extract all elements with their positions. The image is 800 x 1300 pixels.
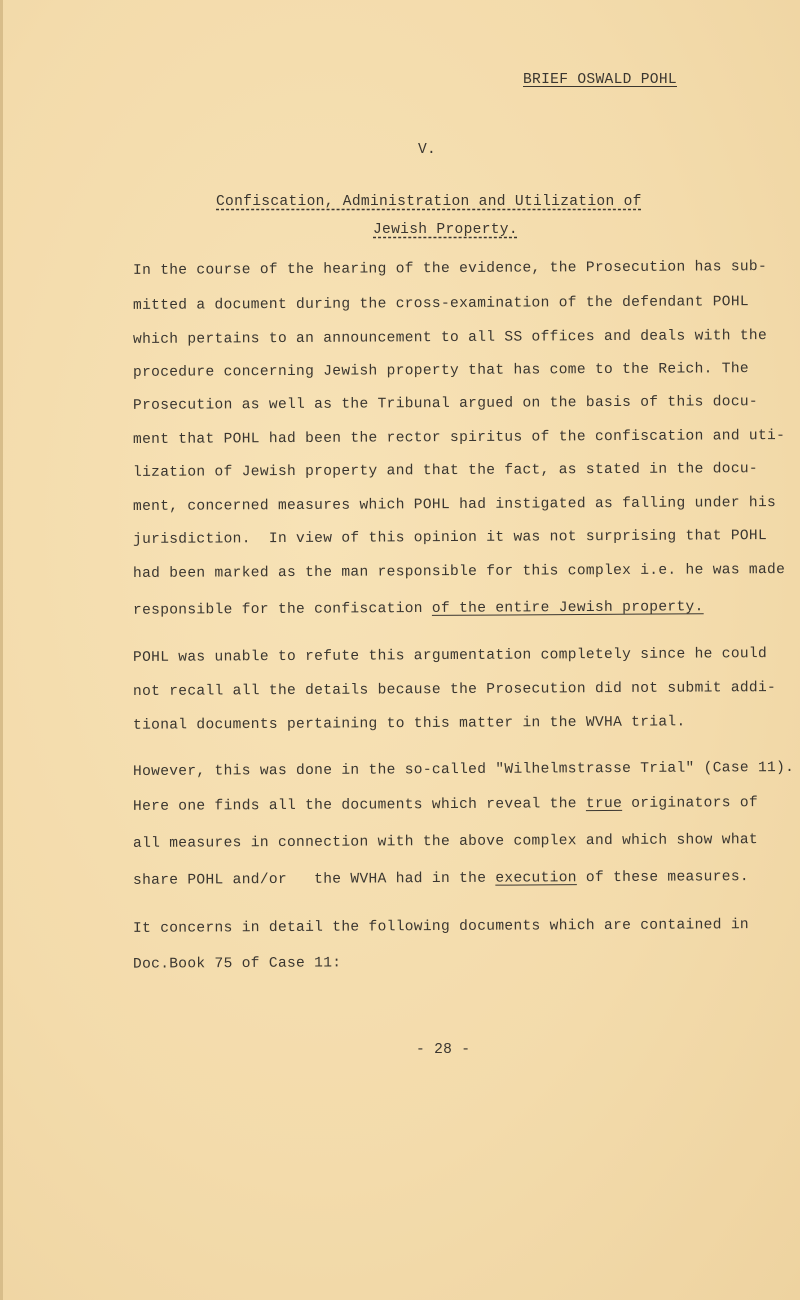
underlined-text: of the entire Jewish property. [431,599,704,617]
text-segment: share POHL and/or the WVHA had in the [132,870,496,889]
text-segment: responsible for the confiscation [132,600,432,619]
text-segment: had been marked as the man responsible for this complex i.e. he was made [132,562,786,582]
text-segment: POHL was unable to refute this argumentation completely since he could [132,646,768,666]
section-title-line-2: Jewish Property. [373,222,518,238]
text-segment: It concerns in detail the following documents which are contained in [132,917,749,937]
text-segment: ment that POHL had been the rector spiritus of the confiscation and uti- [132,428,786,448]
text-segment: tional documents pertaining to this matter in the WVHA trial. [132,714,686,734]
text-segment: Here one finds all the documents which reveal the [132,796,586,815]
text-segment: originators of [622,795,759,812]
section-title-line-1: Confiscation, Administration and Utilization of [216,194,642,210]
text-segment: jurisdiction. In view of this opinion it was not surprising that POHL [132,528,768,548]
page-number: - 28 - [416,1042,471,1058]
text-segment: all measures in connection with the above complex and which show what [132,832,759,852]
text-segment: mitted a document during the cross-examination of the defendant POHL [132,294,749,314]
text-segment: Doc.Book 75 of Case 11: [132,955,342,973]
text-line [133,714,686,733]
underlined-text: execution [495,870,577,887]
text-segment: Prosecution as well as the Tribunal argued on the basis of this docu- [132,394,759,414]
text-segment: which pertains to an announcement to all SS offices and deals with the [132,328,768,348]
text-segment: lization of Jewish property and that the fact, as stated in the docu- [132,461,759,481]
text-segment: ment, concerned measures which POHL had instigated as falling under his [132,495,777,515]
text-segment: However, this was done in the so-called "Wilhelmstrasse Trial" (Case 11). [132,759,795,781]
text-segment: not recall all the details because the Prosecution did not submit addi- [132,680,777,700]
text-line [133,955,341,972]
underlined-text: true [585,795,623,813]
text-segment: procedure concerning Jewish property that has come to the Reich. The [132,361,749,381]
text-segment: of these measures. [576,869,749,887]
document-header: BRIEF OSWALD POHL [523,72,677,88]
section-number: V. [418,142,437,158]
text-segment: In the course of the hearing of the evidence, the Prosecution has sub- [132,259,768,279]
page-edge [0,0,3,1300]
